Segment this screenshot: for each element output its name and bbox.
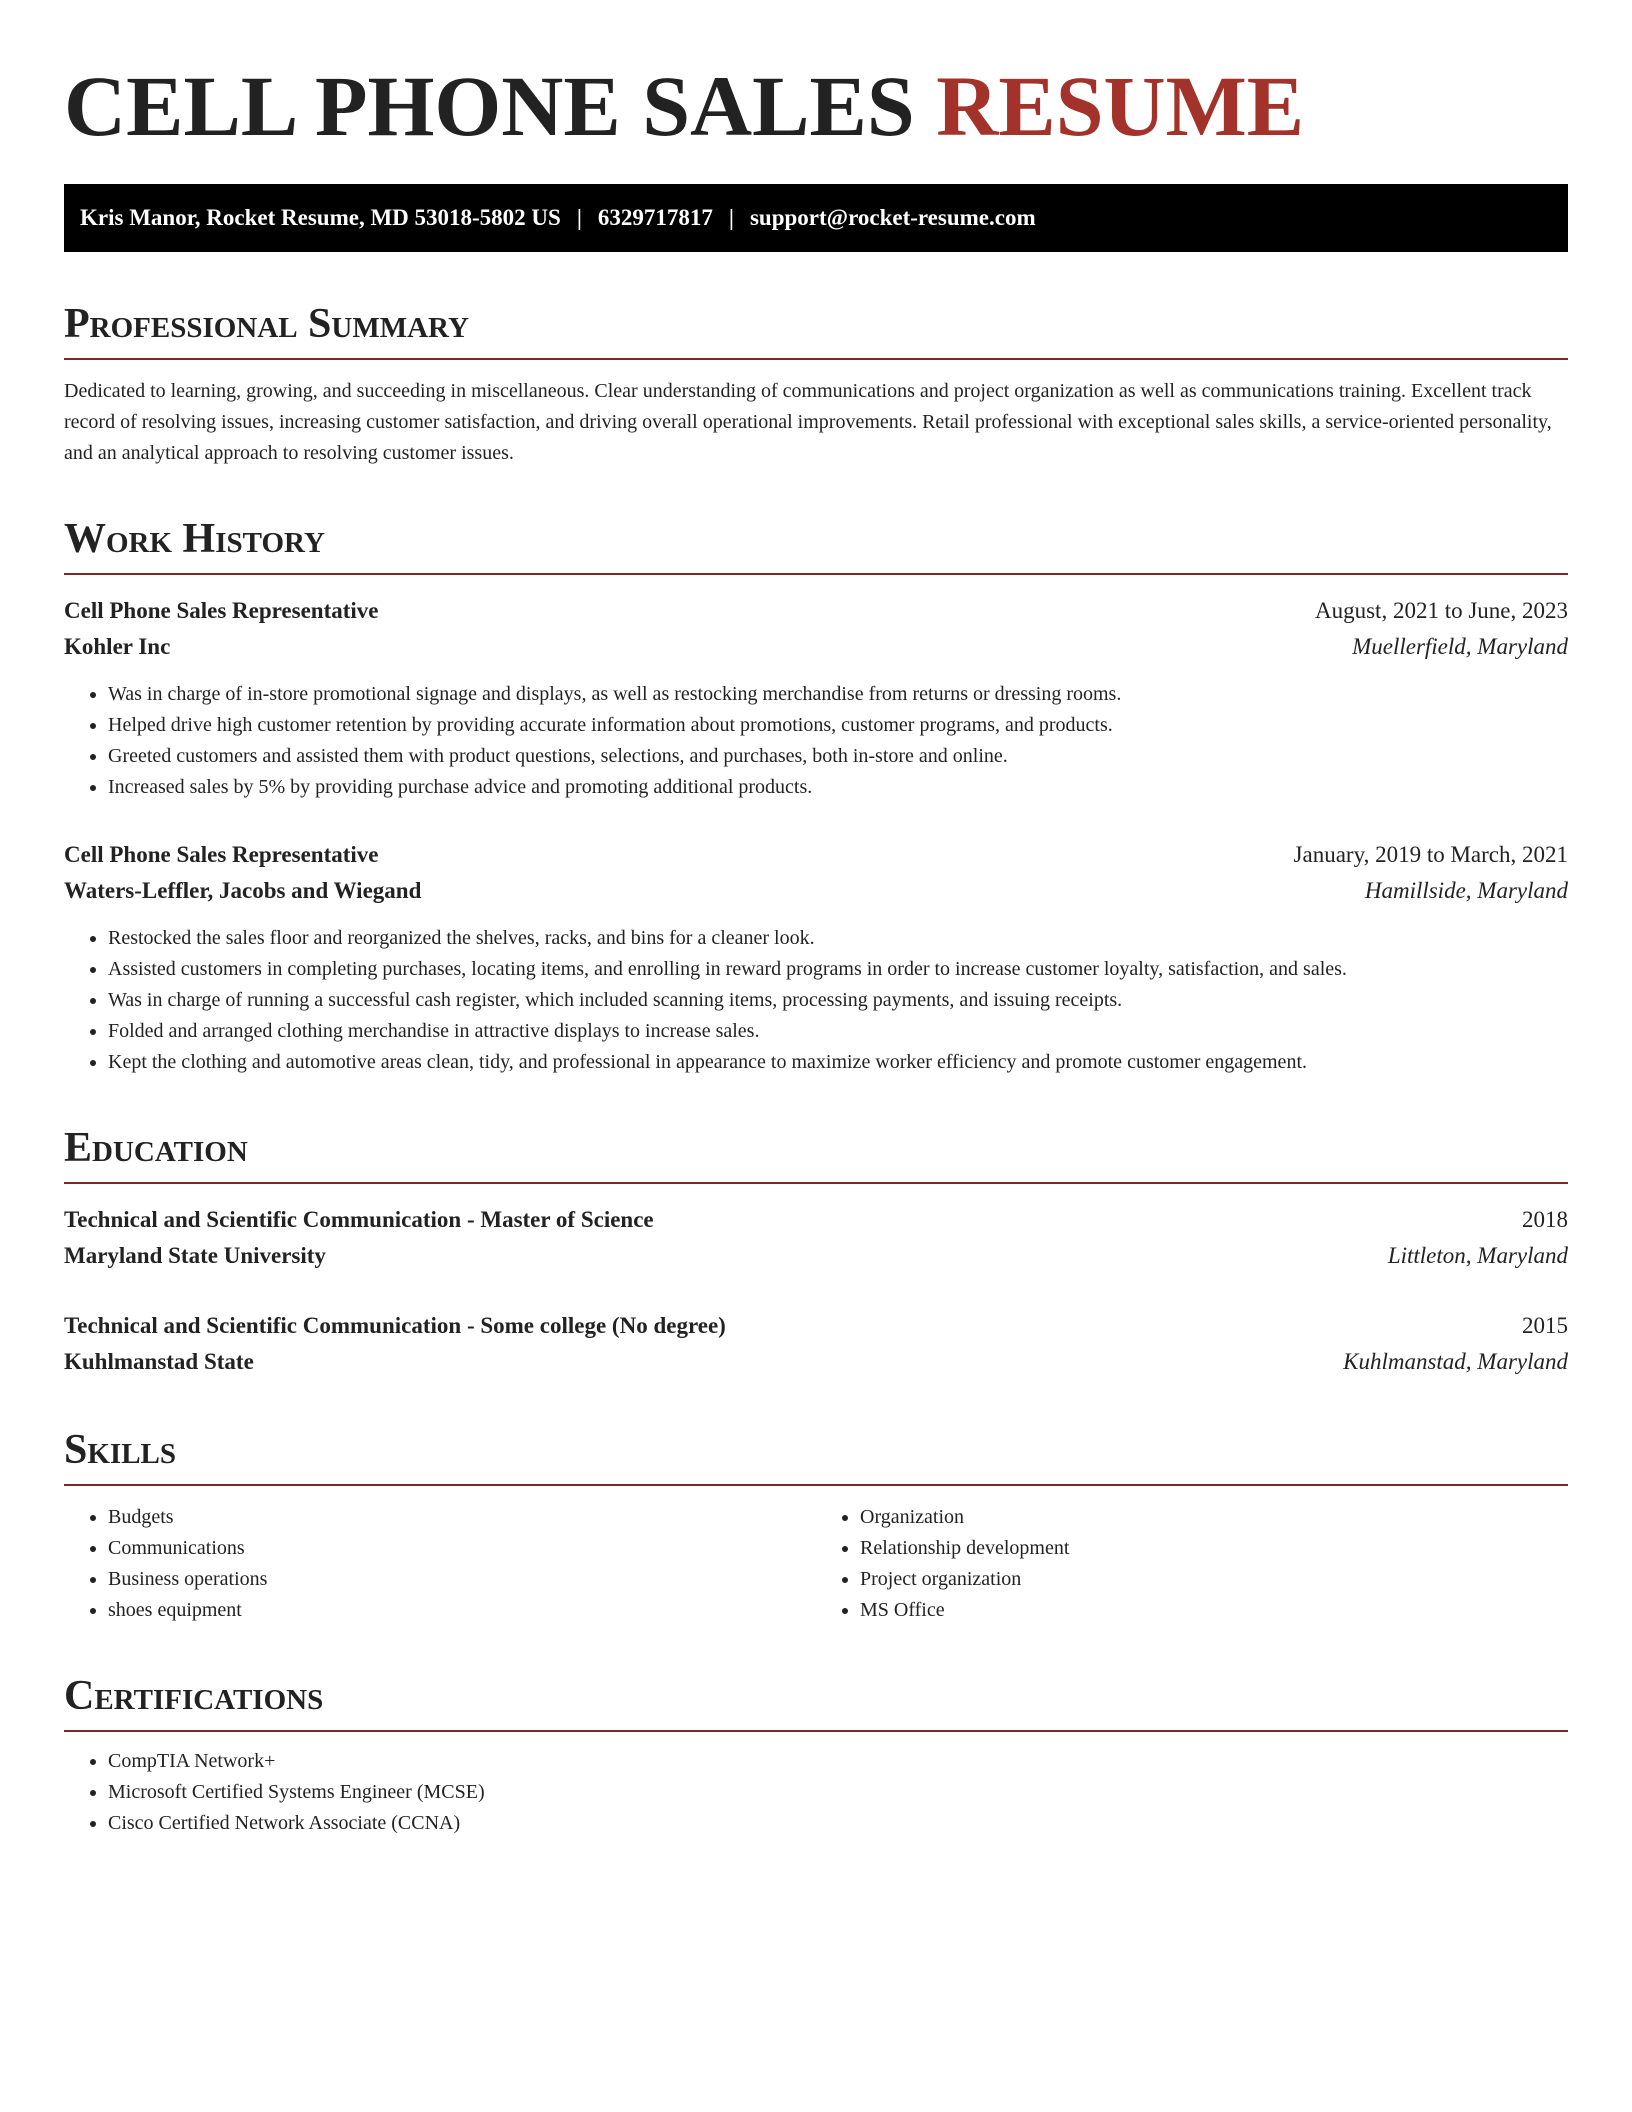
skill-item: • Relationship development [860, 1533, 1568, 1564]
job-location: Hamillside, Maryland [1364, 878, 1568, 903]
job-company-row [64, 629, 1568, 665]
job-title: Cell Phone Sales Representative [64, 842, 379, 867]
job-bullet: • Greeted customers and assisted them with product questions, selections, and purchases, both in-store and online. [108, 741, 1568, 772]
contact-phone: 6329717817 [597, 205, 713, 230]
job-location: Muellerfield, Maryland [1352, 634, 1568, 659]
skill-item: • Business operations [108, 1564, 816, 1595]
contact-separator: | [576, 205, 582, 230]
education-header-row [64, 1308, 1568, 1344]
job-bullet: • Restocked the sales floor and reorganized the shelves, racks, and bins for a cleaner look. [108, 923, 1568, 954]
skill-item: • Budgets [108, 1502, 816, 1533]
job-company: Kohler Inc [64, 634, 171, 659]
title-main: CELL PHONE SALES [64, 58, 915, 154]
job-bullet: • Was in charge of in-store promotional signage and displays, as well as restocking merchandise from returns or dressing rooms. [108, 679, 1568, 710]
skill-item: • Communications [108, 1533, 816, 1564]
education-location: Kuhlmanstad, Maryland [1343, 1349, 1568, 1374]
education-entry [64, 1202, 1568, 1274]
job-dates: January, 2019 to March, 2021 [1293, 842, 1568, 867]
skills-heading: Skills [64, 1424, 1568, 1486]
certification-item: • Microsoft Certified Systems Engineer (MCSE) [108, 1777, 1568, 1808]
certifications-heading: Certifications [64, 1670, 1568, 1732]
contact-email: support@rocket-resume.com [749, 205, 1036, 230]
skill-item: • Organization [860, 1502, 1568, 1533]
education-school: Kuhlmanstad State [64, 1349, 254, 1374]
skills-column-right [816, 1502, 1568, 1626]
education-school-row [64, 1238, 1568, 1274]
education-year: 2015 [1522, 1313, 1568, 1338]
job-company: Waters-Leffler, Jacobs and Wiegand [64, 878, 422, 903]
contact-bar [64, 184, 1568, 252]
contact-address: Kris Manor, Rocket Resume, MD 53018-5802 US [80, 205, 561, 230]
education-degree: Technical and Scientific Communication - Some college (No degree) [64, 1313, 726, 1338]
certifications-list [64, 1746, 1568, 1839]
skills-column-left [64, 1502, 816, 1626]
job-header-row [64, 837, 1568, 873]
job-bullet: • Increased sales by 5% by providing purchase advice and promoting additional products. [108, 772, 1568, 803]
job-bullet: • Folded and arranged clothing merchandise in attractive displays to increase sales. [108, 1016, 1568, 1047]
title-accent: RESUME [936, 58, 1305, 154]
education-header-row [64, 1202, 1568, 1238]
job-company-row [64, 873, 1568, 909]
education-school-row [64, 1344, 1568, 1380]
education-location: Littleton, Maryland [1387, 1243, 1568, 1268]
certification-item: • Cisco Certified Network Associate (CCNA) [108, 1808, 1568, 1839]
education-degree: Technical and Scientific Communication - Master of Science [64, 1207, 654, 1232]
education-heading: Education [64, 1122, 1568, 1184]
job-bullets [64, 923, 1568, 1078]
skill-item: • shoes equipment [108, 1595, 816, 1626]
summary-text: Dedicated to learning, growing, and succeeding in miscellaneous. Clear understanding of communications and project organization as well as communications training. Excellent track record of resolving issues, increasing customer satisfaction, and driving overall operational improvements. Retail professional with exceptional sales skills, a service-oriented personality, and an analytical approach to resolving customer issues. [64, 380, 1552, 464]
job-entry [64, 837, 1568, 1078]
resume-title [64, 56, 1568, 156]
contact-separator: | [728, 205, 734, 230]
job-bullet: • Helped drive high customer retention by providing accurate information about promotions, customer programs, and products. [108, 710, 1568, 741]
job-bullet: • Assisted customers in completing purchases, locating items, and enrolling in reward programs in order to increase customer loyalty, satisfaction, and sales. [108, 954, 1568, 985]
job-dates: August, 2021 to June, 2023 [1315, 598, 1568, 623]
skills-list [64, 1502, 1568, 1626]
job-entry [64, 593, 1568, 803]
certification-item: • CompTIA Network+ [108, 1746, 1568, 1777]
education-entry [64, 1308, 1568, 1380]
summary-heading: Professional Summary [64, 298, 1568, 360]
work-history-heading: Work History [64, 513, 1568, 575]
skill-item: • Project organization [860, 1564, 1568, 1595]
job-header-row [64, 593, 1568, 629]
job-bullet: • Was in charge of running a successful cash register, which included scanning items, processing payments, and issuing receipts. [108, 985, 1568, 1016]
job-title: Cell Phone Sales Representative [64, 598, 379, 623]
education-school: Maryland State University [64, 1243, 326, 1268]
job-bullets [64, 679, 1568, 803]
job-bullet: • Kept the clothing and automotive areas clean, tidy, and professional in appearance to maximize worker efficiency and promote customer engagement. [108, 1047, 1568, 1078]
skill-item: • MS Office [860, 1595, 1568, 1626]
education-year: 2018 [1522, 1207, 1568, 1232]
